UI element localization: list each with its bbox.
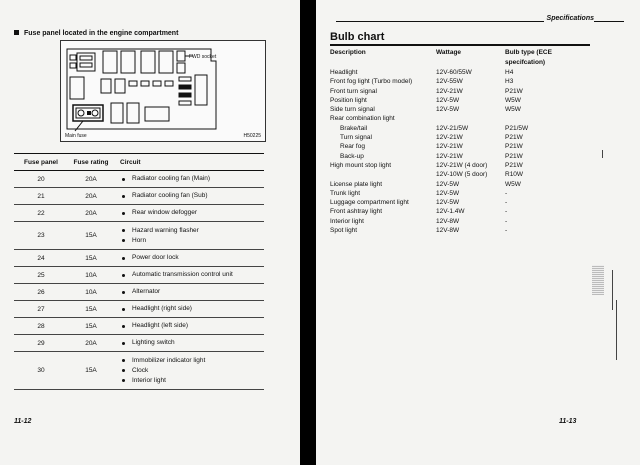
circuit-item: [114, 338, 264, 348]
bulb-row: [330, 198, 590, 207]
fuse-panel-cell: 26: [37, 288, 45, 296]
bulb-wattage: 12V-5W: [436, 180, 460, 188]
circuit-cell: [114, 338, 264, 348]
circuit-item: [114, 270, 264, 280]
bulb-description: Rear fog: [340, 143, 365, 151]
bulb-type: P21W: [505, 152, 523, 160]
bulb-description: Luggage compartment light: [330, 199, 409, 207]
bulb-wattage: 12V-10W (5 door): [436, 171, 488, 179]
bulb-description: Turn signal: [340, 134, 372, 142]
fuse-rating-cell: 20A: [85, 175, 97, 183]
fuse-row: [14, 284, 264, 301]
fuse-rating-cell: 10A: [85, 288, 97, 296]
right-page: [316, 0, 640, 465]
bullet-icon: [122, 308, 125, 311]
fuse-row: [14, 188, 264, 205]
square-bullet-icon: [14, 30, 19, 35]
bulb-wattage: 12V-21W: [436, 143, 463, 151]
bulb-row: [330, 170, 590, 179]
fuse-table-body: [14, 171, 264, 390]
circuit-item: [114, 287, 264, 297]
bulb-row: [330, 68, 590, 77]
bulb-description: High mount stop light: [330, 161, 392, 169]
bulb-type: P21W: [505, 143, 523, 151]
circuit-text: Lighting switch: [132, 339, 175, 346]
circuit-item: [114, 226, 264, 236]
fwd-socket-label: FWD socket: [189, 54, 217, 60]
bulb-row: [330, 114, 590, 123]
bulb-row: [330, 96, 590, 105]
circuit-item: [114, 376, 264, 386]
figure-code: H50225: [243, 133, 261, 139]
circuit-text: Power door lock: [132, 254, 179, 261]
bulb-wattage: 12V-21W: [436, 134, 463, 142]
fuse-rating-cell: 15A: [85, 254, 97, 262]
edge-mark: [602, 150, 603, 158]
fuse-rating-cell: 15A: [85, 305, 97, 313]
bulb-type: P21/5W: [505, 124, 529, 132]
header-fuse-rating: Fuse rating: [73, 158, 109, 166]
bulb-description: Position light: [330, 96, 367, 104]
bulb-description: Interior light: [330, 217, 364, 225]
circuit-cell: [114, 356, 264, 386]
circuit-text: Hazard warning flasher: [132, 226, 199, 234]
circuit-cell: [114, 191, 264, 201]
bulb-type: W5W: [505, 106, 521, 114]
circuit-cell: [114, 253, 264, 263]
bulb-type: -: [505, 227, 508, 235]
bulb-type: H3: [505, 78, 514, 86]
bulb-description: Front ashtray light: [330, 208, 383, 216]
fuse-table-header: [14, 154, 264, 171]
bulb-wattage: 12V-5W: [436, 96, 460, 104]
bulb-row: [330, 180, 590, 189]
fuse-panel-cell: 25: [37, 271, 45, 279]
circuit-cell: [114, 287, 264, 297]
bullet-icon: [122, 359, 125, 362]
edge-mark: [612, 270, 613, 310]
fuse-row: [14, 301, 264, 318]
bulb-type: H4: [505, 69, 514, 76]
bullet-icon: [122, 274, 125, 277]
circuit-cell: [114, 174, 264, 184]
bulb-row: [330, 142, 590, 151]
fuse-row: [14, 250, 264, 267]
fuse-rating-cell: 10A: [85, 271, 97, 279]
fuse-panel-cell: 30: [37, 367, 45, 374]
circuit-item: [114, 253, 264, 263]
bulb-description: License plate light: [330, 180, 383, 188]
page-number-left: 11-12: [14, 418, 32, 425]
circuit-item: [114, 304, 264, 314]
bulb-wattage: 12V-21W: [436, 87, 463, 95]
circuit-text: Immobilizer indicator light: [132, 356, 206, 364]
bullet-icon: [122, 342, 125, 345]
fuse-panel-cell: 23: [37, 232, 45, 239]
bulb-wattage: 12V-55W: [436, 78, 463, 86]
edge-mark: [616, 300, 617, 360]
bullet-icon: [122, 325, 125, 328]
bulb-wattage: 12V-8W: [436, 227, 460, 235]
circuit-cell: [114, 208, 264, 218]
bulb-type: -: [505, 208, 508, 216]
circuit-item: [114, 191, 264, 201]
circuit-text: Radiator cooling fan (Sub): [132, 192, 208, 199]
circuit-item: [114, 236, 264, 246]
fuse-row: [14, 318, 264, 335]
fuse-rating-cell: 15A: [85, 232, 97, 239]
bulb-description: [330, 170, 436, 179]
bulb-row: [330, 87, 590, 96]
bulb-type: -: [505, 217, 508, 225]
fuse-panel-drawing: [61, 41, 267, 143]
fuse-panel-cell: 22: [37, 209, 45, 217]
circuit-item: [114, 174, 264, 184]
bulb-type: P21W: [505, 134, 523, 142]
bullet-icon: [122, 369, 125, 372]
circuit-item: [114, 366, 264, 376]
bulb-row: [330, 133, 590, 142]
page-number-right: 11-13: [559, 418, 577, 425]
bulb-type: W5W: [505, 180, 521, 188]
circuit-text: Interior light: [132, 376, 166, 384]
bulb-row: [330, 207, 590, 216]
bullet-icon: [122, 257, 125, 260]
bulb-description: Side turn signal: [330, 106, 375, 114]
header-description: Description: [330, 49, 366, 56]
header-wattage: Wattage: [436, 49, 462, 56]
bulb-type: P21W: [505, 161, 523, 169]
fuse-rating-cell: 20A: [85, 192, 97, 200]
bulb-row: [330, 217, 590, 226]
fuse-rating-cell: 20A: [85, 209, 97, 217]
circuit-text: Headlight (left side): [132, 322, 188, 329]
fuse-panel-heading: [14, 30, 178, 37]
fuse-panel-cell: 21: [37, 192, 45, 200]
circuit-text: Rear window defogger: [132, 209, 198, 216]
bulb-row: [330, 105, 590, 114]
bullet-icon: [122, 212, 125, 215]
fuse-row: [14, 352, 264, 390]
bulb-wattage: 12V-1.4W: [436, 208, 465, 216]
bulb-description: Trunk light: [330, 189, 361, 197]
circuit-text: Alternator: [132, 288, 161, 295]
bulb-wattage: 12V-5W: [436, 189, 460, 197]
circuit-cell: [114, 226, 264, 246]
circuit-cell: [114, 270, 264, 280]
bulb-description: Back-up: [340, 152, 364, 160]
circuit-cell: [114, 304, 264, 314]
circuit-text: Headlight (right side): [132, 305, 192, 312]
bulb-wattage: 12V-60/55W: [436, 69, 472, 76]
fuse-panel-heading-text: Fuse panel located in the engine compartment: [24, 30, 179, 37]
bulb-description: Spot light: [330, 227, 358, 235]
bulb-type: -: [505, 189, 508, 197]
fuse-row: [14, 335, 264, 352]
header-fuse-panel: Fuse panel: [24, 158, 58, 166]
fuse-row: [14, 222, 264, 250]
fuse-rating-cell: 15A: [85, 322, 97, 330]
bulb-row: [330, 124, 590, 133]
bulb-wattage: 12V-21W (4 door): [436, 161, 488, 169]
bulb-wattage: [436, 114, 505, 123]
bulb-row: [330, 161, 590, 170]
bulb-type: R10W: [505, 171, 524, 179]
fuse-row: [14, 205, 264, 222]
bulb-row: [330, 226, 590, 235]
bullet-icon: [122, 195, 125, 198]
circuit-cell: [114, 321, 264, 331]
circuit-text: Radiator cooling fan (Main): [132, 175, 211, 182]
fuse-panel-cell: 27: [37, 305, 45, 313]
circuit-text: Automatic transmission control unit: [132, 271, 233, 278]
bulb-table-body: [330, 68, 590, 235]
bulb-row: [330, 77, 590, 86]
fuse-panel-cell: 20: [37, 175, 45, 183]
section-header: Specifications: [544, 15, 594, 22]
bulb-type: -: [505, 199, 508, 207]
bullet-icon: [122, 379, 125, 382]
bulb-description: Rear combination light: [330, 115, 395, 123]
fuse-rating-cell: 20A: [85, 339, 97, 347]
header-bulb-type: Bulb type (ECE specifcation): [505, 49, 552, 66]
fuse-table: [14, 153, 264, 390]
bulb-type: W5W: [505, 96, 521, 104]
bullet-icon: [122, 291, 125, 294]
bullet-icon: [122, 178, 125, 181]
bulb-wattage: 12V-5W: [436, 106, 460, 114]
bullet-icon: [122, 239, 125, 242]
bulb-row: [330, 152, 590, 161]
fuse-panel-diagram: [60, 40, 266, 142]
fuse-rating-cell: 15A: [85, 367, 97, 374]
bulb-wattage: 12V-8W: [436, 217, 460, 225]
left-page: [0, 0, 300, 465]
bullet-icon: [122, 229, 125, 232]
bulb-description: Headlight: [330, 69, 358, 76]
bulb-description: Front turn signal: [330, 87, 377, 95]
circuit-text: Horn: [132, 236, 147, 244]
bulb-chart-title: Bulb chart: [330, 31, 385, 43]
circuit-item: [114, 208, 264, 218]
bulb-wattage: 12V-21/5W: [436, 124, 469, 132]
bulb-type: P21W: [505, 87, 523, 95]
bulb-description: Front fog light (Turbo model): [330, 78, 413, 86]
scan-halftone: [592, 265, 604, 295]
bulb-row: [330, 189, 590, 198]
fuse-panel-cell: 28: [37, 322, 45, 330]
fuse-panel-cell: 24: [37, 254, 45, 262]
fuse-panel-cell: 29: [37, 339, 45, 347]
fuse-row: [14, 267, 264, 284]
main-fuse-label: Main fuse: [65, 133, 87, 139]
bulb-wattage: 12V-21W: [436, 152, 463, 160]
fuse-row: [14, 171, 264, 188]
header-circuit: Circuit: [120, 158, 141, 166]
bulb-title-rule: [330, 44, 590, 46]
circuit-text: Clock: [132, 366, 149, 374]
bulb-type: [505, 114, 590, 123]
circuit-item: [114, 356, 264, 366]
bulb-description: Brake/tail: [340, 124, 368, 132]
circuit-item: [114, 321, 264, 331]
bulb-wattage: 12V-5W: [436, 199, 460, 207]
